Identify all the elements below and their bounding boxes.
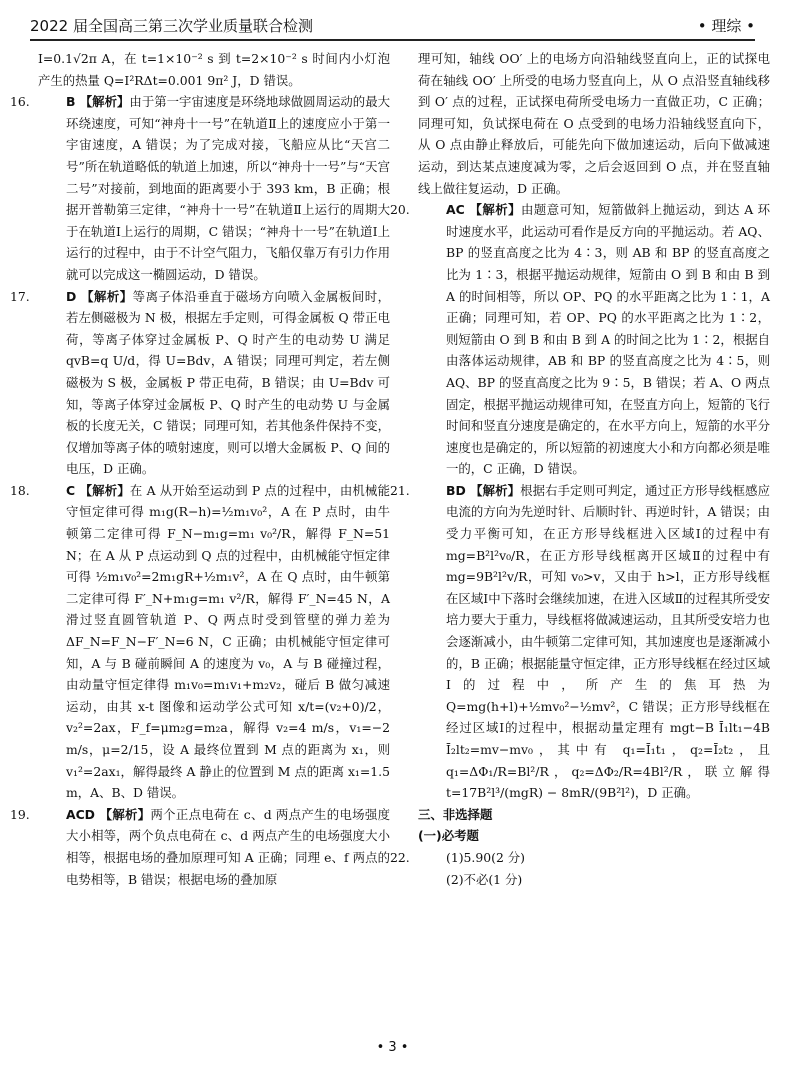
explanation-text: 根据右手定则可判定，通过正方形导线框感应电流的方向为先逆时针、后顺时针、再逆时针，A 错误；由受力平衡可知，在正方形导线框进入区域Ⅰ的过程中有 mg=B²l²v₀/R，在正方形导线框离开区域Ⅱ的过程中有 mg=9B²l²v/R，可知 v₀>v，又由于 h>l，正方形导线框在区域Ⅰ中下落时会继续加速，在进入区域Ⅱ的过程其所受安培力要大于重力，导线框将做减速运动，且其所受安培力也会逐渐减小，由牛顿第二定律可知，其加速度也是逐渐减小的，B 正确；根据能量守恒定律，正方形导线框在经过区域Ⅰ的过程中，所产生的焦耳热为 Q=mg(h+l)+½mv₀²−½mv²，C 错误；正方形导线框在经过区域Ⅰ的过程中，根据动量定理有 mgt−B Ī₁lt₁−4B Ī₂lt₂=mv−mv₀，其中有 q₁=Ī₁t₁，q₂=Ī₂t₂，且 q₁=ΔΦ₁/R=Bl²/R，q₂=ΔΦ₂/R=4Bl²/R，联立解得 t=17B²l³/(mgR) − 8mR/(9B²l²)，D 正确。 [446,482,771,801]
answer-paragraph [10,804,390,890]
section-heading [418,804,770,826]
question-number: 21. [390,482,410,498]
answer-tag: BD 【解析】 [446,482,521,498]
left-column [10,48,390,890]
page-header [30,10,755,41]
answer-tag: C 【解析】 [66,482,130,498]
question-number: 18. [10,482,30,498]
question-number: 16. [10,94,30,110]
subject-label: • 理综 • [697,17,755,35]
question-number: 22. [390,849,410,865]
answer-tag: D 【解析】 [66,288,133,304]
explanation-text: 由题意可知，短箭做斜上抛运动，到达 A 环时速度水平，此运动可看作是反方向的平抛运动。若 AQ、BP 的竖直高度之比为 4∶3，则 AB 和 BP 的竖直高度之比为 1∶3，根据平抛运动规律，短箭由 O 到 B 和由 B 到 A 的时间相等，所以 OP、PQ 的水平距离之比为 1∶1，A 正确；同理可知，若 OP、PQ 的水平距离之比为 1∶2，则短箭由 O 到 B 和由 B 到 A 的时间之比为 1∶2，根据自由落体运动规律，AB 和 BP 的竖直高度之比为 4∶5，则 AQ、BP 的竖直高度之比为 9∶5，B 错误；若 A、O 两点固定，根据平抛运动规律可知，在竖直方向上，短箭的飞行时间和竖直分速度是确定的，在水平方向上，短箭的水平分速度也是确定的，所以短箭的初速度大小和方向都必须是唯一的，C 正确，D 错误。 [446,202,771,477]
exam-title: 2022 届全国高三第三次学业质量联合检测 [30,17,313,35]
answer-paragraph [418,48,770,199]
explanation-text: 在 A 从开始至运动到 P 点的过程中，由机械能守恒定律可得 m₁g(R−h)=½m₁v₀²，A 在 P 点时，由牛顿第二定律可得 F_N−m₁g=m₁ v₀²/R，解得 F_N=51 N；在 A 从 P 点运动到 Q 点的过程中，由机械能守恒定律可得 ½m₁v₀²=2m₁gR+½m₁v²，A 在 Q 点时，由牛顿第二定律可得 F′_N+m₁g=m₁ v²/R，解得 F′_N=45 N，A 滑过竖直圆管轨道 P、Q 两点时受到管壁的弹力差为 ΔF_N=F_N−F′_N=6 N，C 正确；由机械能守恒定律可知，A 与 B 碰前瞬间 A 的速度为 v₀，A 与 B 碰撞过程，由动量守恒定律得 m₁v₀=m₁v₁+m₂v₂，碰后 B 做匀减速运动，由其 x-t 图像和运动学公式可知 x/t=(v₂+0)/2，v₂²=2ax，F_f=μm₂g=m₂a，解得 v₂=4 m/s，v₁=−2 m/s，μ=2/15，设 A 最终位置到 M 点的距离为 x₁，则 v₁²=2ax₁，解得最终 A 静止的位置到 M 点的距离 x₁=1.5 m，A、B、D 错误。 [66,482,390,801]
answer-paragraph [390,199,771,480]
explanation-text: 等离子体沿垂直于磁场方向喷入金属板间时，若左侧磁极为 N 极，根据左手定则，可得金属板 Q 带正电荷，等离子体穿过金属板 P、Q 时产生的电动势 U 满足 qvB=q U/d，得 U=Bdv，A 错误；同理可判定，若左侧磁极为 S 极，金属板 P 带正电荷，B 错误；由 U=Bdv 可知，等离子体穿过金属板 P、Q 时产生的电动势 U 与金属板的长度无关，C 错误；同理可知，若其他条件保持不变，仅增加等离子体的喷射速度，则可以增大金属板 P、Q 间的电压，D 正确。 [66,288,390,477]
answer-paragraph [38,48,390,91]
answer-paragraph [418,869,770,891]
answer-tag: AC 【解析】 [446,202,521,218]
answer-tag: B 【解析】 [66,94,130,110]
explanation-text: 理可知，轴线 OO′ 上的电场方向沿轴线竖直向上，正的试探电荷在轴线 OO′ 上所受的电场力竖直向上，从 O 点沿竖直轴线移到 O′ 点的过程，正试探电荷所受电场力一直做正功，C 正确；同理可知，负试探电荷在 O 点受到的电场力沿轴线竖直向下，从 O 点由静止释放后，可能先向下做加速运动，后向下做减速运动，到达某点速度减为零，之后会返回到 O 点，并在竖直轴线上做往复运动，D 正确。 [418,51,770,196]
question-number: 17. [10,288,30,304]
explanation-text: I=0.1√2π A，在 t=1×10⁻² s 到 t=2×10⁻² s 时间内小灯泡产生的热量 Q=I²RΔt=0.001 9π² J，D 错误。 [38,51,390,88]
page-number: • 3 • [376,1040,409,1055]
section-heading [418,825,770,847]
explanation-text: (2)不必(1 分) [446,871,523,887]
explanation-text: 三、非选择题 [418,806,493,822]
explanation-text: (一)必考题 [418,828,479,844]
answer-paragraph [390,480,771,804]
answer-paragraph [10,286,390,480]
answer-paragraph [390,847,770,869]
question-number: 20. [390,202,410,218]
explanation-text: 两个正点电荷在 c、d 两点产生的电场强度大小相等，两个负点电荷在 c、d 两点产生的电场强度大小相等，根据电场的叠加原理可知 A 正确；同理 e、f 两点的电势相等，B 错误；根据电场的叠加原 [66,806,390,887]
answer-paragraph [10,480,390,804]
answer-tag: ACD 【解析】 [66,806,151,822]
right-column [390,48,771,890]
explanation-text: 由于第一宇宙速度是环绕地球做圆周运动的最大环绕速度，可知“神舟十一号”在轨道Ⅱ上的速度应小于第一宇宙速度，A 错误；为了完成对接，飞船应从比“天宫二号”所在轨道略低的轨道上加速，所以“神舟十一号”与“天宫二号”对接前，到地面的距离要小于 393 km，B 正确；根据开普勒第三定律，“神舟十一号”在轨道Ⅱ上运行的周期大于在轨道Ⅰ上运行的周期，C 错误；“神舟十一号”在轨道Ⅰ上运行的过程中，由于不计空气阻力，飞船仅靠万有引力作用就可以完成这一椭圆运动，D 错误。 [66,94,390,282]
question-number: 19. [10,806,30,822]
explanation-text: (1)5.90(2 分) [446,849,526,865]
answer-paragraph [10,91,390,285]
